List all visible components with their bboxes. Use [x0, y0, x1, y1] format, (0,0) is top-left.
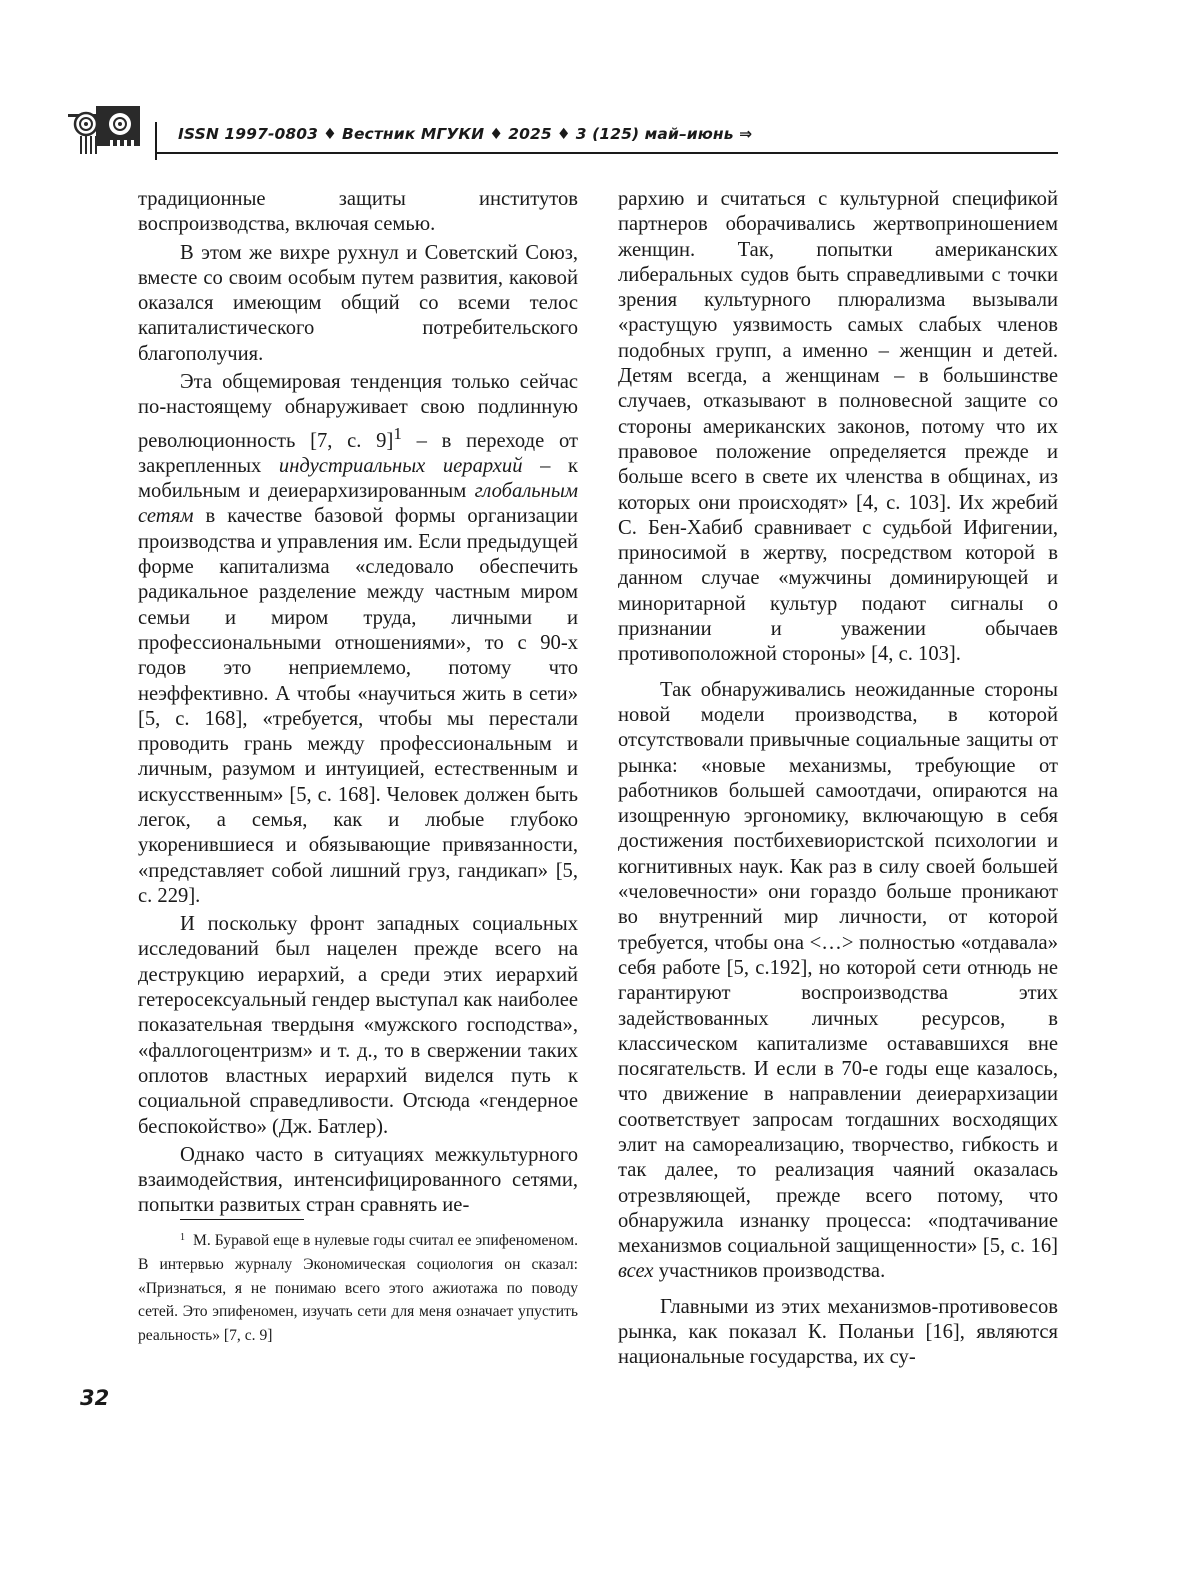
paragraph: [618, 678, 1058, 1285]
paragraph-text: – в переходе от закрепленных: [138, 429, 578, 477]
header-title: [178, 125, 752, 143]
paragraph-text: Эта общемировая тенденция только сейчас по-настоящему обнаруживает свою подлинную революционность [7, с. 9]: [138, 371, 578, 452]
emphasis: индустриальных иерархий: [278, 454, 523, 477]
right-column: [618, 187, 1058, 1371]
paragraph: традиционные защиты институтов воспроизводства, включая семью.: [138, 188, 578, 236]
header-year: 2025: [508, 125, 552, 143]
paragraph: И поскольку фронт западных социальных исследований был нацелен прежде всего на деструкцию иерархий, а среди этих иерархий гетеросексуальный гендер выступал как наиболее показательная твердыня «мужского господства», «фаллогоцентризм» и т. д., то в свержении таких оплотов властных иерархий виделся путь к социальной справедливости. Отсюда «гендерное беспокойство» (Дж. Батлер).: [138, 913, 578, 1138]
header-separator: ♦: [489, 125, 504, 143]
arrow-right-icon: ⇒: [739, 125, 753, 143]
running-header: [60, 100, 1058, 160]
footnote-number: 1: [180, 1232, 185, 1243]
footnote-divider: [180, 1219, 304, 1220]
left-column: [138, 187, 578, 1219]
emphasis: всех: [618, 1260, 654, 1283]
ionic-capital-logo-icon: [66, 100, 140, 154]
paragraph-text: – к мобильным и деиерархизированным: [138, 454, 578, 503]
footnote-body: М. Буравой еще в нулевые годы считал ее эпифеноменом. В интервью журналу Экономическая социология он сказал: «Признаться, я не понимаю всего этого ажиотажа по поводу сетей. Это эпифеномен, изучать сети для меня означает упустить реальность» [7, с. 9]: [138, 1232, 578, 1345]
paragraph: [138, 370, 578, 909]
footnote-reference[interactable]: 1: [393, 423, 402, 443]
paragraph: Главными из этих механизмов-противовесов рынка, как показал К. Поланьи [16], являются национальные государства, их су-: [618, 1295, 1058, 1369]
header-journal: Вестник МГУКИ: [342, 125, 485, 143]
header-separator: ♦: [556, 125, 571, 143]
paragraph-text: участников производства.: [653, 1260, 886, 1283]
paragraph: В этом же вихре рухнул и Советский Союз, вместе со своим особым путем развития, каковой оказался имеющим общий со всеми телос капиталистического потребительского благополучия.: [138, 241, 578, 365]
header-horizontal-rule: [155, 152, 1058, 154]
header-separator: ♦: [323, 125, 338, 143]
page-number: 32: [80, 1386, 110, 1410]
footnote: [138, 1226, 578, 1348]
header-vertical-rule: [155, 122, 157, 160]
paragraph: Однако часто в ситуациях межкультурного взаимодействия, интенсифицированного сетями, попытки развитых стран сравнять ие-: [138, 1143, 578, 1217]
header-issue: 3 (125) май–июнь: [575, 125, 734, 143]
paragraph: рархию и считаться с культурной спецификой партнеров оборачивались жертвоприношением женщин. Так, попытки американских либеральных судов быть справедливыми с точки зрения культурного плюрализма вызывали «растущую уязвимость самых слабых членов подобных групп, а именно – женщин и детей. Детям всегда, а женщинам – в большинстве случаев, отказывают в полновесной защите со стороны американских законов, потому что их правовое положение определяется прежде и больше всего в свете их членства в общинах, из которых они происходят» [4, с. 103]. Их жребий С. Бен-Хабиб сравнивает с судьбой Ифигении, приносимой в жертву, посредством которой в данном случае «мужчины доминирующей и миноритарной культур подают сигналы о признании и уважении обычаев противоположной стороны» [4, с. 103].: [618, 188, 1058, 666]
header-issn: ISSN 1997-0803: [178, 125, 319, 143]
paragraph-text: Так обнаруживались неожиданные стороны новой модели производства, в которой отсутствовали привычные социальные защиты от рынка: «новые механизмы, требующие от работников большей самоотдачи, опираются на изощренную эргономику, включающую в себя достижения постбихевиористской психологии и когнитивных наук. Как раз в силу своей большей «человечности» они гораздо больше проникают во внутренний мир личности, от которой требуется, чтобы она <…> полностью «отдавала» себя работе [5, с.192], но которой сети отнюдь не гарантируют воспроизводства этих задействованных личных ресурсов, в классическом капитализме остававшихся вне посягательств. И если в 70-е годы еще казалось, что движение в направлении деиерархизации соответствует запросам тогдашних восходящих элит на самореализацию, творчество, гибкость и так далее, то реализация чаяний оказалась отрезвляющей, прежде всего потому, что обнаружила изнанку процесса: «подтачивание механизмов социальной защищенности» [5, с. 16]: [618, 678, 1058, 1258]
footnote-text: [138, 1226, 578, 1348]
emphasis: глобальным сетям: [138, 480, 578, 528]
paragraph-text: в качестве базовой формы организации производства и управления им. Если предыдущей форме капитализма «следовало обеспечить радикальное разделение между частным миром семьи и миром труда, личными и профессиональными отношениями», то с 90-х годов это неприемлемо, потому что неэффективно. А чтобы «научиться жить в сети» [5, с. 168], «требуется, чтобы мы перестали проводить грань между профессиональным и личным, разумом и интуицией, естественным и искусственным» [5, с. 168]. Человек должен быть легок, а семья, как и любые глубоко укоренившиеся и обязывающие привязанности, «представляет собой лишний груз, гандикап» [5, с. 229].: [138, 505, 578, 907]
